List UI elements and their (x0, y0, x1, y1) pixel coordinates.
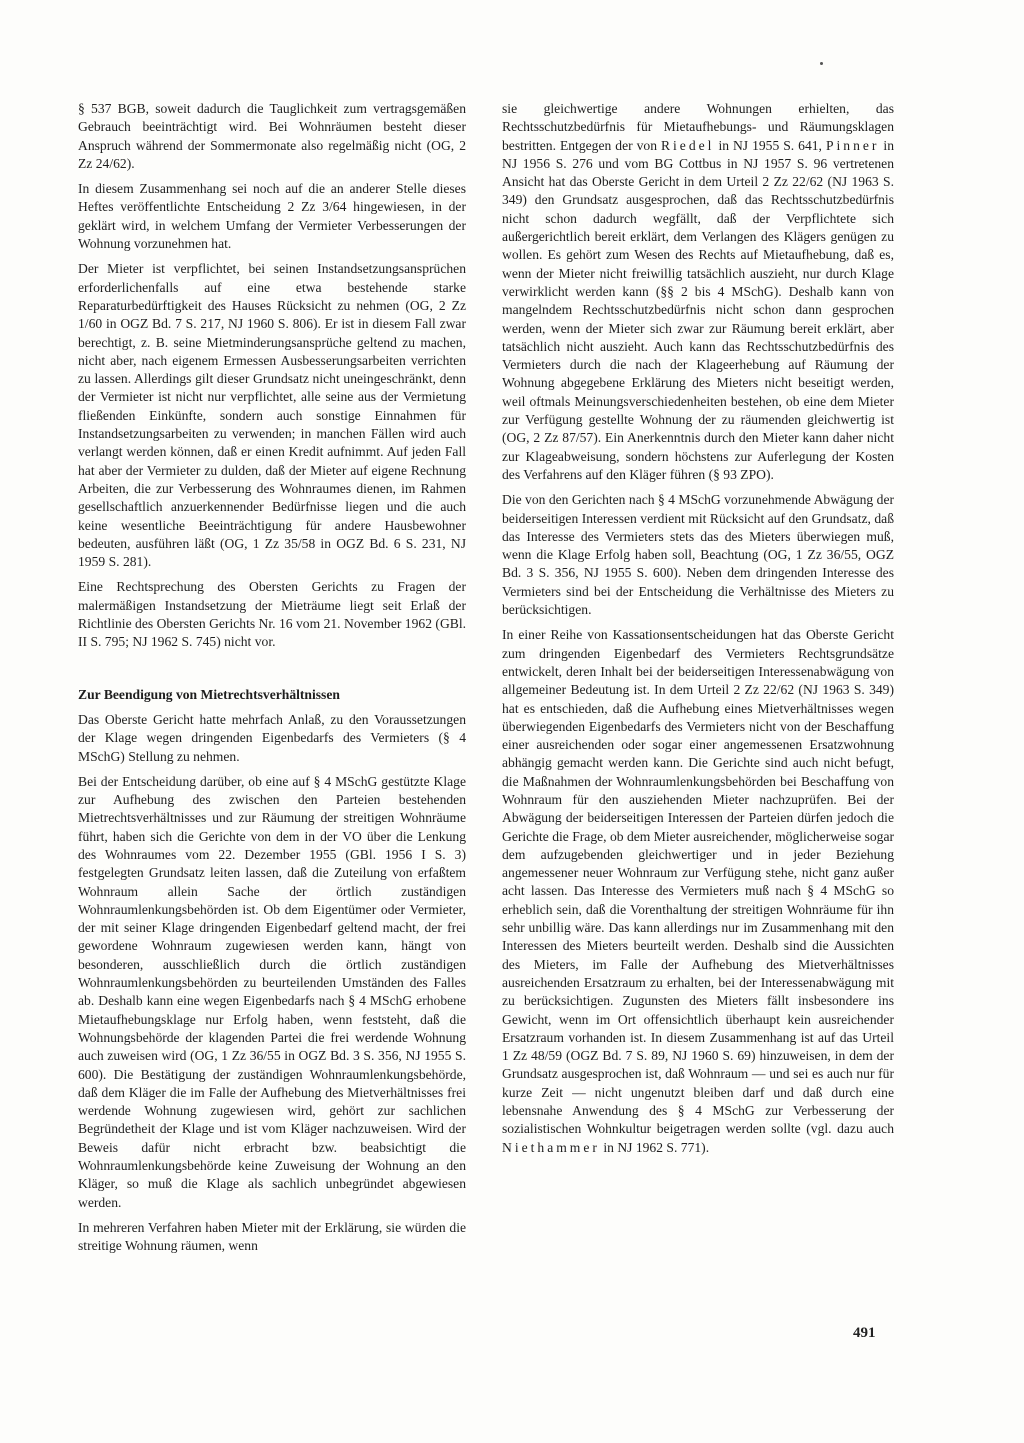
paragraph (502, 626, 894, 1157)
page-number: 491 (853, 1325, 876, 1341)
author-name: Pinner (825, 137, 880, 153)
author-name: Riedel (660, 137, 715, 153)
paragraph: In mehreren Verfahren haben Mieter mit der Erklärung, sie würden die streitige Wohnung räumen, wenn (78, 1219, 466, 1254)
author-name: Niethammer (502, 1139, 600, 1155)
paragraph: Der Mieter ist verpflichtet, bei seinen Instandsetzungsansprüchen erforderlichenfalls auf eine etwa bestehende starke Reparaturbedürftigkeit des Hauses Rücksicht zu nehmen (OG, 2 Zz 1/60 in OGZ Bd. 7 S. 217, NJ 1960 S. 806). Er ist in diesem Fall zwar berechtigt, z. B. seine Mietminderungsansprüche geltend zu machen, nicht aber, nach eigenem Ermessen Ausbesserungsarbeiten verrichten zu lassen. Allerdings gilt dieser Grundsatz nicht uneingeschränkt, denn der Vermieter ist nicht nur verpflichtet, alle seine aus der Vermietung fließenden Einkünfte, sondern auch sonstige Einnahmen für Instandsetzungsarbeiten zu verwenden; in manchen Fällen wird auch verlangt werden können, daß er einen Kredit aufnimmt. Auf jeden Fall hat aber der Vermieter zu dulden, daß der Mieter auf eigene Rechnung Arbeiten, die zur Verbesserung des Wohnraumes dienen, im Rahmen gesellschaftlich anzuerkennender Bedürfnisse liegen und die auch keine wesentliche Beeinträchtigung für andere Hausbewohner bedeuten, ausführen läßt (OG, 1 Zz 35/58 in OGZ Bd. 6 S. 231, NJ 1959 S. 281). (78, 261, 466, 570)
text-run: in NJ 1962 S. 771). (599, 1139, 710, 1155)
paragraph: Die von den Gerichten nach § 4 MSchG vorzunehmende Abwägung der beiderseitigen Interessen verdient mit Rücksicht auf den Grundsatz, daß das Interesse des Vermieters stets das des Mieters überwiegen muß, wenn die Klage Erfolg haben soll, Beachtung (OG, 1 Zz 36/55, OGZ Bd. 3 S. 356, NJ 1955 S. 600). Neben dem dringenden Interesse des Vermieters sind bei der Entscheidung die Verhältnisse des Mieters zu berücksichtigen. (502, 492, 894, 618)
paragraph: Das Oberste Gericht hatte mehrfach Anlaß, zu den Voraussetzungen der Klage wegen dringenden Eigenbedarfs des Vermieters (§ 4 MSchG) Stellung zu nehmen. (78, 711, 466, 764)
text-run: sie gleichwertige andere Wohnungen erhielten, das Rechtsschutzbedürfnis für Mietaufhebungs- und Räumungsklagen bestritten. Entgegen der von (502, 101, 894, 153)
text-run: in NJ 1956 S. 276 und vom BG Cottbus in NJ 1957 S. 96 vertretenen Ansicht hat das Oberste Gericht in dem Urteil 2 Zz 22/62 (NJ 1963 S. 349) den Grundsatz ausgesprochen, daß das Rechtsschutzbedürfnis nicht schon dadurch wegfällt, daß der Verpflichtete sich außergerichtlich bereit erklärt, dem Verlangen des Klägers genügen zu wollen. Es gehört zum Wesen des Rechts auf Mietaufhebung, daß es, wenn der Mieter nicht freiwillig tatsächlich auszieht, nur durch Klage verwirklicht werden kann (§§ 2 bis 4 MSchG). Deshalb kann von mangelndem Rechtsschutzbedürfnis nicht schon dann gesprochen werden, wenn der Mieter sich zwar zur Räumung bereit erklärt, aber tatsächlich nicht auszieht. Auch kann das Rechtsschutzbedürfnis des Vermieters durch die nach der Klageerhebung auf Räumung der Wohnung abgegebene Erklärung des Mieters nicht beseitigt werden, weil oftmals Meinungsverschiedenheiten bestehen, ob eine dem Mieter zur Verfügung gestellte Wohnung der zu räumenden gleichwertig ist (OG, 2 Zz 87/57). Ein Anerkenntnis durch den Mieter kann daher nicht zur Klageabweisung, sondern höchstens zur Auferlegung der Kosten des Verfahrens auf den Kläger führen (§ 93 ZPO). (502, 137, 894, 482)
paragraph: Bei der Entscheidung darüber, ob eine auf § 4 MSchG gestützte Klage zur Aufhebung des zwischen den Parteien bestehenden Mietrechtsverhältnisses und zur Räumung der streitigen Wohnräume führt, haben sich die Gerichte von dem in der VO über die Lenkung des Wohnraumes vom 22. Dezember 1955 (GBl. 1956 I S. 3) festgelegten Grundsatz leiten lassen, daß die Zuteilung von erfaßtem Wohnraum allein Sache der örtlich zuständigen Wohnraumlenkungsbehörden ist. Ob dem Eigentümer oder Vermieter, der mit seiner Klage dringenden Eigenbedarf geltend macht, der frei gewordene Wohnraum zugewiesen werden kann, hängt von besonderen, ausschließlich durch die örtlich zuständigen Wohnraumlenkungsbehörden zu beurteilenden Umständen des Falles ab. Deshalb kann eine wegen Eigenbedarfs nach § 4 MSchG erhobene Mietaufhebungsklage nur Erfolg haben, wenn feststeht, daß die Wohnungsbehörde der klagenden Partei die frei werdende Wohnung auch zuweisen wird (OG, 1 Zz 36/55 in OGZ Bd. 3 S. 356, NJ 1955 S. 600). Die Bestätigung der zuständigen Wohnraumlenkungsbehörde, daß dem Kläger die im Falle der Aufhebung des Mietverhältnisses frei werdende Wohnung zugewiesen wird, gehört zur sachlichen Begründetheit der Klage und ist vom Kläger nachzuweisen. Wird der Beweis dafür nicht erbracht bzw. beabsichtigt die Wohnraumlenkungsbehörde keine Zuweisung der Wohnung an den Kläger, so muß die Klage als sachlich unbegründet abgewiesen werden. (78, 773, 466, 1210)
paragraph: Eine Rechtsprechung des Obersten Gerichts zu Fragen der malermäßigen Instandsetzung der Mieträume liegt seit Erlaß der Richtlinie des Obersten Gerichts Nr. 16 vom 21. November 1962 (GBl. II S. 795; NJ 1962 S. 745) nicht vor. (78, 579, 466, 650)
text-run: In einer Reihe von Kassationsentscheidungen hat das Oberste Gericht zum dringenden Eigenbedarf des Vermieters Rechtsgrundsätze entwickelt, deren Inhalt bei der beiderseitigen Interessenabwägung von allgemeiner Bedeutung ist. In dem Urteil 2 Zz 22/62 (NJ 1963 S. 349) hat es entschieden, daß die Aufhebung eines Mietverhältnisses wegen überwiegenden Eigenbedarfs des Vermieters nicht von der Beschaffung einer ausreichenden oder sogar einer angemessenen Ersatzwohnung abhängig gemacht werden kann. Die Gerichte sind auch nicht befugt, die Maßnahmen der Wohnraumlenkungsbehörden bei Beschaffung von Wohnraum für den ausziehenden Mieter nachzuprüfen. Bei der Abwägung der beiderseitigen Interessen der Parteien dürfen jedoch die Gerichte die Frage, ob dem Mieter ausreichender, möglicherweise sogar dem aufzugebenden gleichwertiger und in jeder Beziehung angemessener neuer Wohnraum zur Verfügung stehe, nicht ganz außer acht lassen. Das Interesse des Vermieters muß nach § 4 MSchG so erheblich sein, daß die Vorenthaltung der streitigen Wohnräume für ihn sehr unbillig wäre. Das kann allerdings nur im Zusammenhang mit den Interessen des Mieters beurteilt werden. Deshalb sind die Aussichten des Mieters, im Falle der Aufhebung des Mietverhältnisses ausreichenden Ersatzraum zu erhalten, bei der Interessenabwägung mit zu berücksichtigen. Zugunsten des Mieters fällt insbesondere ins Gewicht, wenn im Ort offensichtlich überhaupt kein ausreichender Ersatzraum vorhanden ist. In diesem Zusammenhang ist auf das Urteil 1 Zz 48/59 (OGZ Bd. 7 S. 89, NJ 1960 S. 69) hinzuweisen, in dem der Grundsatz ausgesprochen ist, daß Wohnraum — und sei es auch nur für kurze Zeit — nicht ungenutzt bleiben darf und daß durch eine lebensnahe Anwendung des § 4 MSchG zur Verbesserung der sozialistischen Wohnkultur beigetragen werden sollte (vgl. dazu auch (502, 627, 895, 1137)
print-speck (820, 62, 823, 65)
paragraph: § 537 BGB, soweit dadurch die Tauglichkeit zum vertragsgemäßen Gebrauch beeinträchtigt wird. Bei Wohnräumen besteht dieser Anspruch während der Sommermonate also regelmäßig nicht (OG, 2 Zz 24/62). (78, 101, 466, 171)
paragraph (502, 100, 894, 484)
paragraph: In diesem Zusammenhang sei noch auf die an anderer Stelle dieses Heftes veröffentlichte Entscheidung 2 Zz 3/64 hingewiesen, in der geklärt wird, in welchem Umfang der Vermieter Verbesserungen der Wohnung vorzunehmen hat. (78, 181, 466, 252)
section-heading: Zur Beendigung von Mietrechtsverhältnissen (78, 686, 340, 702)
text-run: in NJ 1955 S. 641, (714, 137, 826, 153)
left-column (78, 100, 466, 1263)
right-column (502, 100, 894, 1164)
